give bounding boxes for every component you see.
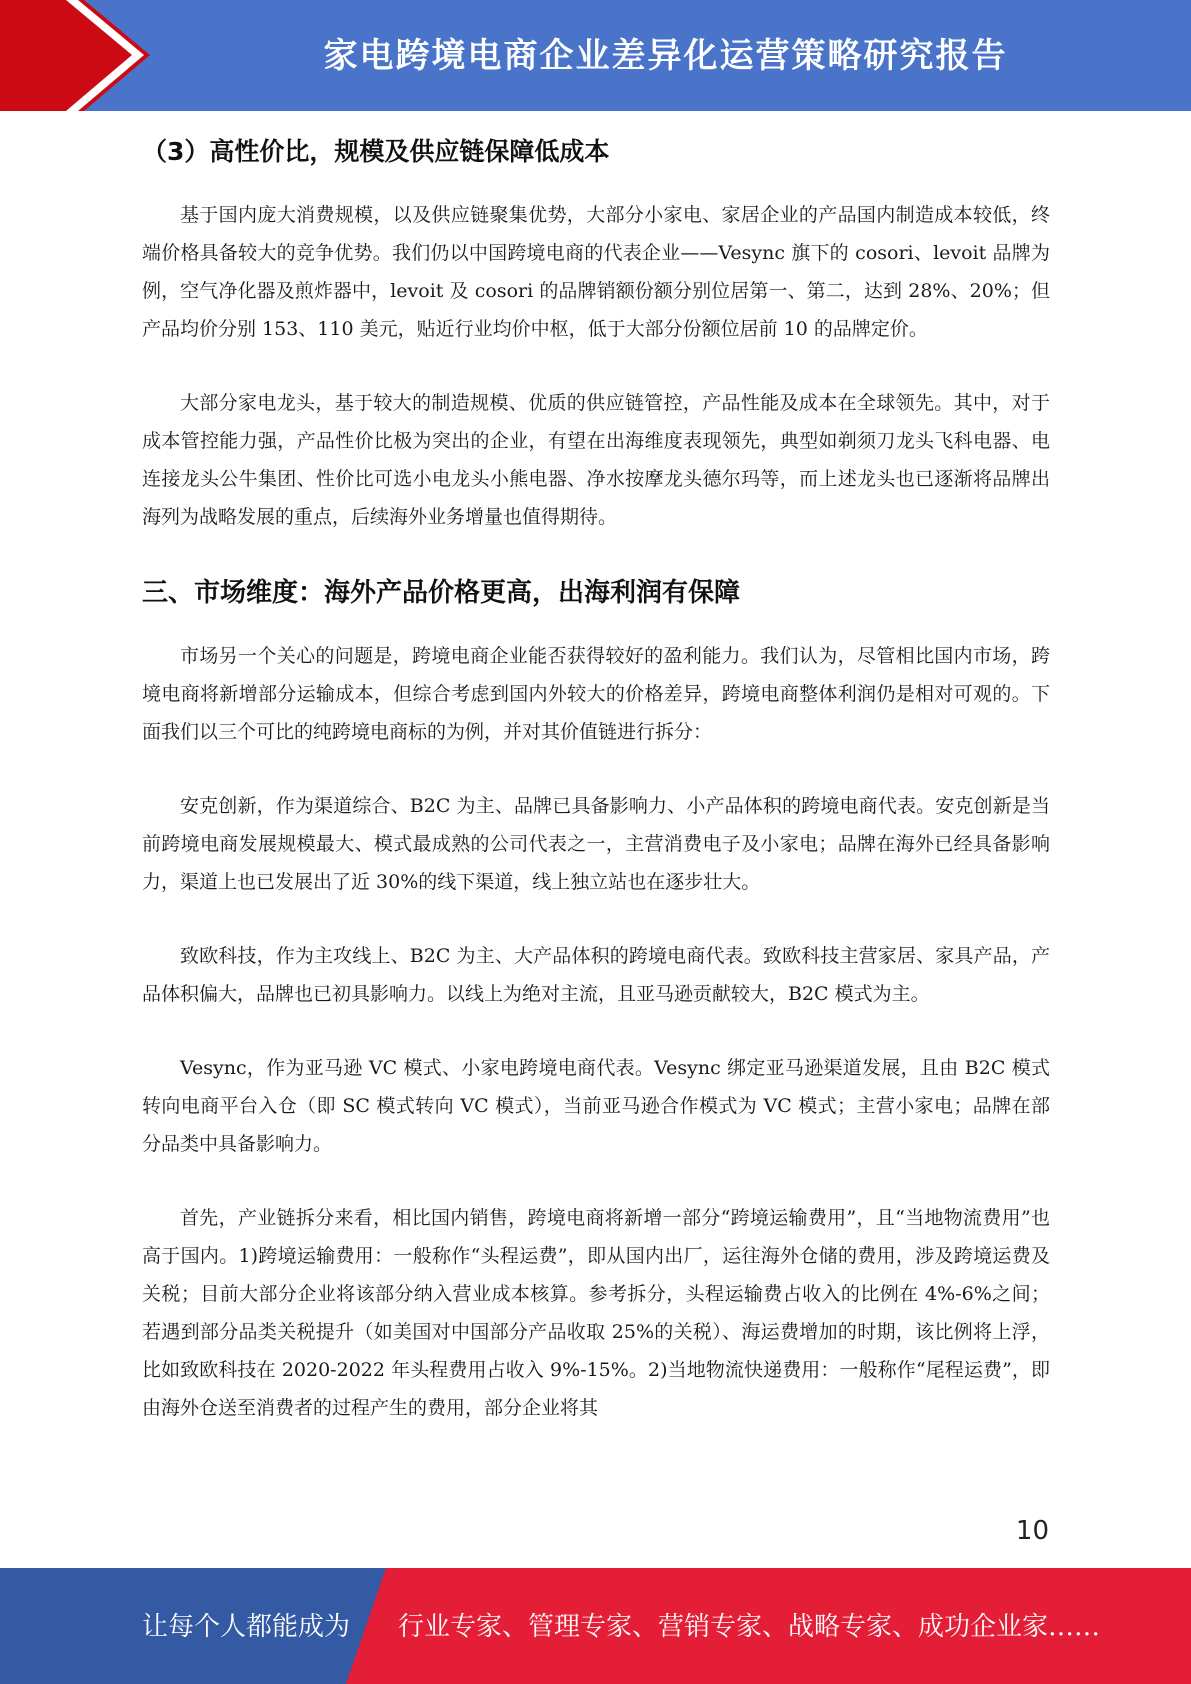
footer-slogan-right: 行业专家、管理专家、营销专家、战略专家、成功企业家…… [398, 1612, 1101, 1642]
paragraph: 基于国内庞大消费规模，以及供应链聚集优势，大部分小家电、家居企业的产品国内制造成本较低，终端价格具备较大的竞争优势。我们仍以中国跨境电商的代表企业——Vesync 旗下的 cosori、levoit 品牌为例，空气净化器及煎炸器中，levoit 及 cosori 的品牌销额份额分别位居第一、第二，达到 28%、20%；但产品均价分别 153、110 美元，贴近行业均价中枢，低于大部分份额位居前 10 的品牌定价。 [142, 204, 1050, 340]
document-body [142, 112, 1050, 1427]
sub-heading: （3）高性价比，规模及供应链保障低成本 [142, 137, 610, 166]
paragraph: 安克创新，作为渠道综合、B2C 为主、品牌已具备影响力、小产品体积的跨境电商代表。安克创新是当前跨境电商发展规模最大、模式最成熟的公司代表之一，主营消费电子及小家电；品牌在海外已经具备影响力，渠道上也已发展出了近 30%的线下渠道，线上独立站也在逐步壮大。 [142, 795, 1050, 893]
page-number: 10 [1015, 1516, 1049, 1546]
footer-banner [0, 1568, 1191, 1684]
paragraph: Vesync，作为亚马逊 VC 模式、小家电跨境电商代表。Vesync 绑定亚马逊渠道发展，且由 B2C 模式转向电商平台入仓（即 SC 模式转向 VC 模式），当前亚马逊合作模式为 VC 模式；主营小家电；品牌在部分品类中具备影响力。 [142, 1057, 1050, 1155]
footer-slogan-left: 让每个人都能成为 [142, 1612, 351, 1642]
report-title: 家电跨境电商企业差异化运营策略研究报告 [323, 36, 1008, 76]
header-banner [0, 0, 1191, 111]
paragraph: 致欧科技，作为主攻线上、B2C 为主、大产品体积的跨境电商代表。致欧科技主营家居、家具产品，产品体积偏大，品牌也已初具影响力。以线上为绝对主流，且亚马逊贡献较大，B2C 模式为主。 [142, 945, 1050, 1005]
section-heading: 三、市场维度：海外产品价格更高，出海利润有保障 [142, 578, 741, 608]
paragraph: 大部分家电龙头，基于较大的制造规模、优质的供应链管控，产品性能及成本在全球领先。其中，对于成本管控能力强，产品性价比极为突出的企业，有望在出海维度表现领先，典型如剃须刀龙头飞科电器、电连接龙头公牛集团、性价比可选小电龙头小熊电器、净水按摩龙头德尔玛等，而上述龙头也已逐渐将品牌出海列为战略发展的重点，后续海外业务增量也值得期待。 [142, 392, 1050, 528]
paragraph: 首先，产业链拆分来看，相比国内销售，跨境电商将新增一部分“跨境运输费用”，且“当地物流费用”也高于国内。1)跨境运输费用：一般称作“头程运费”，即从国内出厂，运往海外仓储的费用，涉及跨境运费及关税；目前大部分企业将该部分纳入营业成本核算。参考拆分，头程运输费占收入的比例在 4%-6%之间；若遇到部分品类关税提升（如美国对中国部分产品收取 25%的关税）、海运费增加的时期，该比例将上浮，比如致欧科技在 2020-2022 年头程费用占收入 9%-15%。2)当地物流快递费用：一般称作“尾程运费”，即由海外仓送至消费者的过程产生的费用，部分企业将其 [142, 1207, 1050, 1419]
header-red-arrow [0, 0, 150, 111]
paragraph: 市场另一个关心的问题是，跨境电商企业能否获得较好的盈利能力。我们认为，尽管相比国内市场，跨境电商将新增部分运输成本，但综合考虑到国内外较大的价格差异，跨境电商整体利润仍是相对可观的。下面我们以三个可比的纯跨境电商标的为例，并对其价值链进行拆分： [142, 645, 1050, 743]
